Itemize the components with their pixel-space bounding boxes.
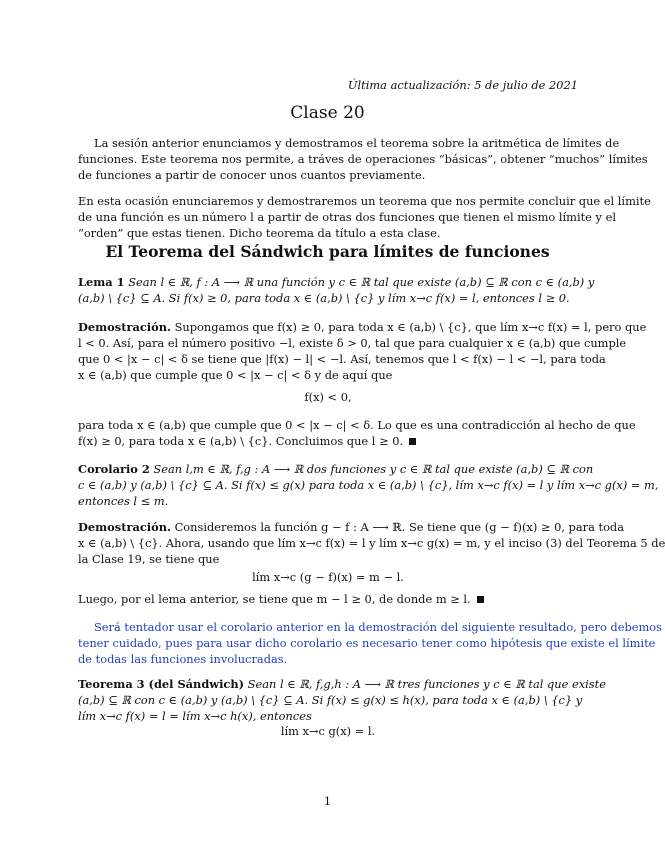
qed-square-icon [477,596,484,603]
corollary-text: Sean l,m ∈ ℝ, f,g : A ⟶ ℝ dos funciones y c ∈ ℝ tal que existe (a,b) ⊆ ℝ con [153,462,594,476]
proof1-line: para toda x ∈ (a,b) que cumple que 0 < |x − c| < δ. Lo que es una contradicción al hecho de que [78,418,636,432]
corollary-line [78,462,594,476]
corollary-line: entonces l ≤ m. [78,494,169,508]
proof1-line [78,434,578,448]
proof1-line [78,320,647,334]
intro2-line: En esta ocasión enunciaremos y demostraremos un teorema que nos permite concluir que el límite [78,194,651,208]
theorem-label: Teorema 3 (del Sándwich) [78,677,245,691]
theorem-line: (a,b) ⊆ ℝ con c ∈ (a,b) y (a,b) \ {c} ⊆ A. Si f(x) ≤ g(x) ≤ h(x), para toda x ∈ (a,b) \ {c} y [78,693,583,707]
note-line: Será tentador usar el corolario anterior en la demostración del siguiente resultado, pero debemos [94,620,662,634]
theorem-line: lím x→c f(x) = l = lím x→c h(x), entonces [78,709,312,723]
corollary-line: c ∈ (a,b) y (a,b) \ {c} ⊆ A. Si f(x) ≤ g(x) para toda x ∈ (a,b) \ {c}, lím x→c f(x) = l y lím x→c g(x) = m, [78,478,659,492]
proof1-text: Supongamos que f(x) ≥ 0, para toda x ∈ (a,b) \ {c}, que lím x→c f(x) = l, pero que [174,320,647,334]
section-title: El Teorema del Sándwich para límites de funciones [105,242,550,261]
proof1-final-text: f(x) ≥ 0, para toda x ∈ (a,b) \ {c}. Concluimos que l ≥ 0. [78,434,404,448]
class-title: Clase 20 [290,103,365,123]
intro2-line: “orden” que estas tienen. Dicho teorema da título a esta clase. [78,226,441,240]
proof1-label: Demostración. [78,320,171,334]
note-line: tener cuidado, pues para usar dicho corolario es necesario tener como hipótesis que existe el límite [78,636,656,650]
lemma-label: Lema 1 [78,275,125,289]
intro1-line: La sesión anterior enunciamos y demostramos el teorema sobre la aritmética de límites de [94,136,620,150]
proof2-label: Demostración. [78,520,171,534]
proof2-line [78,520,625,534]
page-number: 1 [323,794,332,808]
intro1-line: funciones. Este teorema nos permite, a tráves de operaciones “básicas”, obtener “muchos” límites [78,152,648,166]
lemma-line [78,275,595,289]
note-line: de todas las funciones involucradas. [78,652,288,666]
intro2-line: de una función es un número l a partir de otras dos funciones que tienen el mismo límite y el [78,210,616,224]
proof1-display-equation: f(x) < 0, [304,390,352,404]
proof2-line: la Clase 19, se tiene que [78,552,220,566]
proof2-line: x ∈ (a,b) \ {c}. Ahora, usando que lím x→c f(x) = l y lím x→c g(x) = m, y el inciso (3) del Teorema 5 de [78,536,665,550]
proof1-line: l < 0. Así, para el número positivo −l, existe δ > 0, tal que para cualquier x ∈ (a,b) que cumple [78,336,627,350]
intro1-line: de funciones a partir de conocer unos cuantos previamente. [78,168,426,182]
proof2-line [78,592,578,606]
lemma-line: (a,b) \ {c} ⊆ A. Si f(x) ≥ 0, para toda x ∈ (a,b) \ {c} y lím x→c f(x) = l, entonces l ≥ 0. [78,291,570,305]
last-update: Última actualización: 5 de julio de 2021 [347,78,578,92]
proof2-final-text: Luego, por el lema anterior, se tiene que m − l ≥ 0, de donde m ≥ l. [78,592,471,606]
theorem-display-equation: lím x→c g(x) = l. [280,724,376,738]
proof2-display-equation: lím x→c (g − f)(x) = m − l. [252,570,404,584]
proof1-line: que 0 < |x − c| < δ se tiene que |f(x) − l| < −l. Así, tenemos que l < f(x) − l < −l, para toda [78,352,606,366]
lemma-text: Sean l ∈ ℝ, f : A ⟶ ℝ una función y c ∈ ℝ tal que existe (a,b) ⊆ ℝ con c ∈ (a,b) y [128,275,595,289]
corollary-label: Corolario 2 [78,462,150,476]
proof1-line: x ∈ (a,b) que cumple que 0 < |x − c| < δ y de aquí que [78,368,393,382]
proof2-text: Consideremos la función g − f : A ⟶ ℝ. Se tiene que (g − f)(x) ≥ 0, para toda [174,520,625,534]
theorem-line [78,677,606,691]
theorem-text: Sean l ∈ ℝ, f,g,h : A ⟶ ℝ tres funciones y c ∈ ℝ tal que existe [247,677,606,691]
qed-square-icon [409,438,416,445]
